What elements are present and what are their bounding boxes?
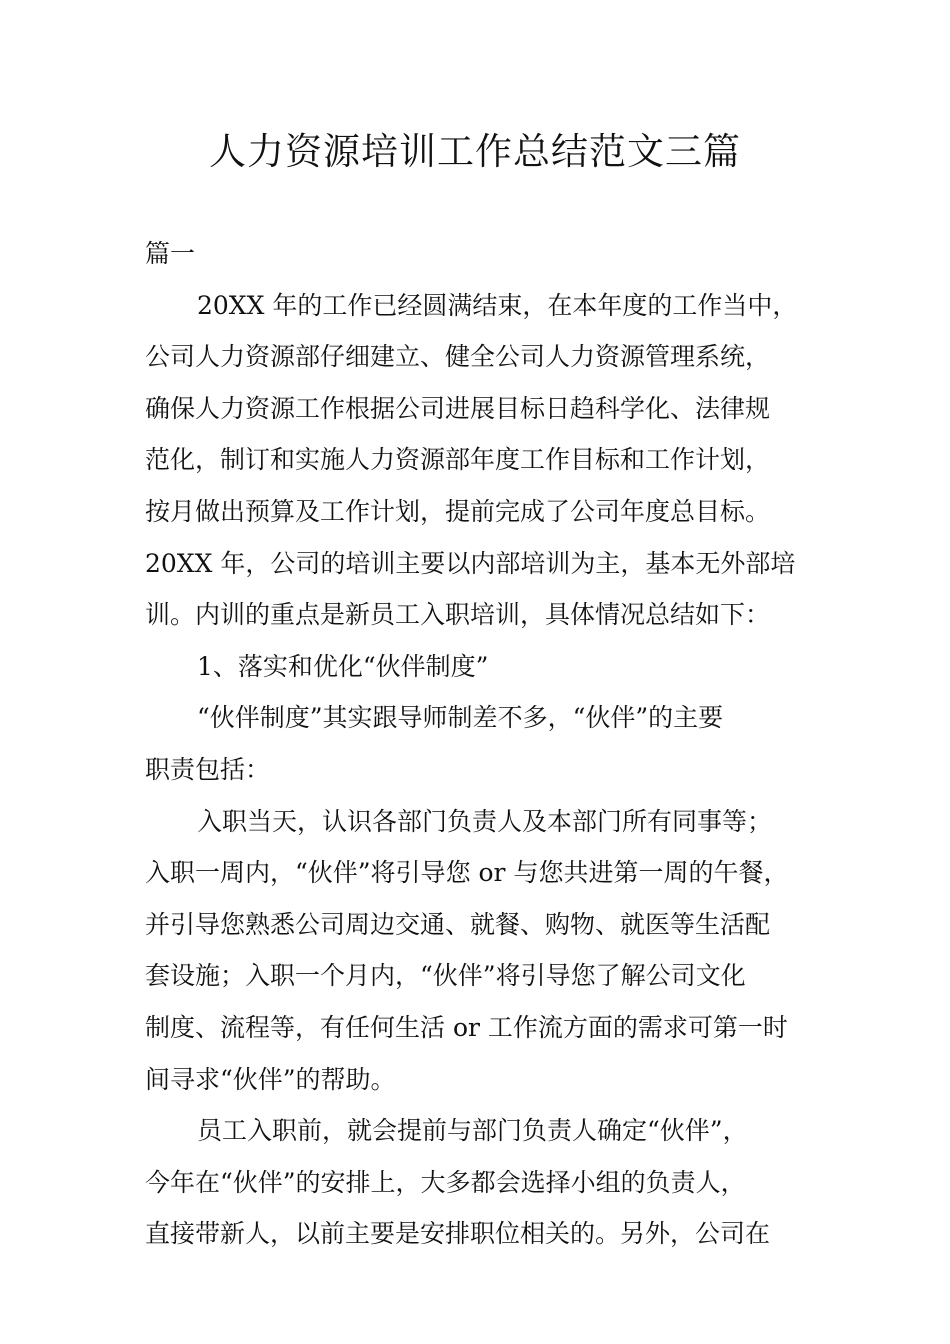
body-line: 公司人力资源部仔细建立、健全公司人力资源管理系统，	[145, 342, 771, 372]
body-line: 直接带新人，以前主要是安排职位相关的。另外，公司在	[145, 1219, 771, 1249]
body-line: 间寻求“伙伴”的帮助。	[145, 1064, 396, 1094]
body-line: 职责包括：	[145, 754, 271, 784]
body-line: 员工入职前，就会提前与部门负责人确定“伙伴”，	[197, 1116, 748, 1146]
body-line: 并引导您熟悉公司周边交通、就餐、购物、就医等生活配	[145, 909, 771, 939]
body-line: 20XX 年的工作已经圆满结束，在本年度的工作当中，	[197, 290, 798, 320]
body-line: 制度、流程等，有任何生活 or 工作流方面的需求可第一时	[145, 1012, 788, 1042]
body-line: 今年在“伙伴”的安排上，大多都会选择小组的负责人，	[145, 1167, 746, 1197]
body-line: 入职一周内，“伙伴”将引导您 or 与您共进第一周的午餐，	[145, 858, 789, 888]
document-title: 人力资源培训工作总结范文三篇	[209, 130, 741, 173]
body-line: 篇一	[145, 239, 196, 268]
document-body	[145, 228, 825, 1260]
body-line: 训。内训的重点是新员工入职培训，具体情况总结如下：	[145, 600, 771, 630]
body-line: “伙伴制度”其实跟导师制差不多，“伙伴”的主要	[197, 703, 724, 733]
body-line: 20XX 年，公司的培训主要以内部培训为主，基本无外部培	[145, 548, 796, 578]
body-line: 范化，制订和实施人力资源部年度工作目标和工作计划，	[145, 445, 771, 475]
body-line: 确保人力资源工作根据公司进展目标日趋科学化、法律规	[145, 393, 771, 423]
body-line: 套设施；入职一个月内，“伙伴”将引导您了解公司文化	[145, 961, 746, 991]
body-line: 入职当天，认识各部门负责人及本部门所有同事等；	[197, 806, 773, 836]
body-line: 1、落实和优化“伙伴制度”	[197, 651, 489, 681]
body-line: 按月做出预算及工作计划，提前完成了公司年度总目标。	[145, 496, 771, 526]
